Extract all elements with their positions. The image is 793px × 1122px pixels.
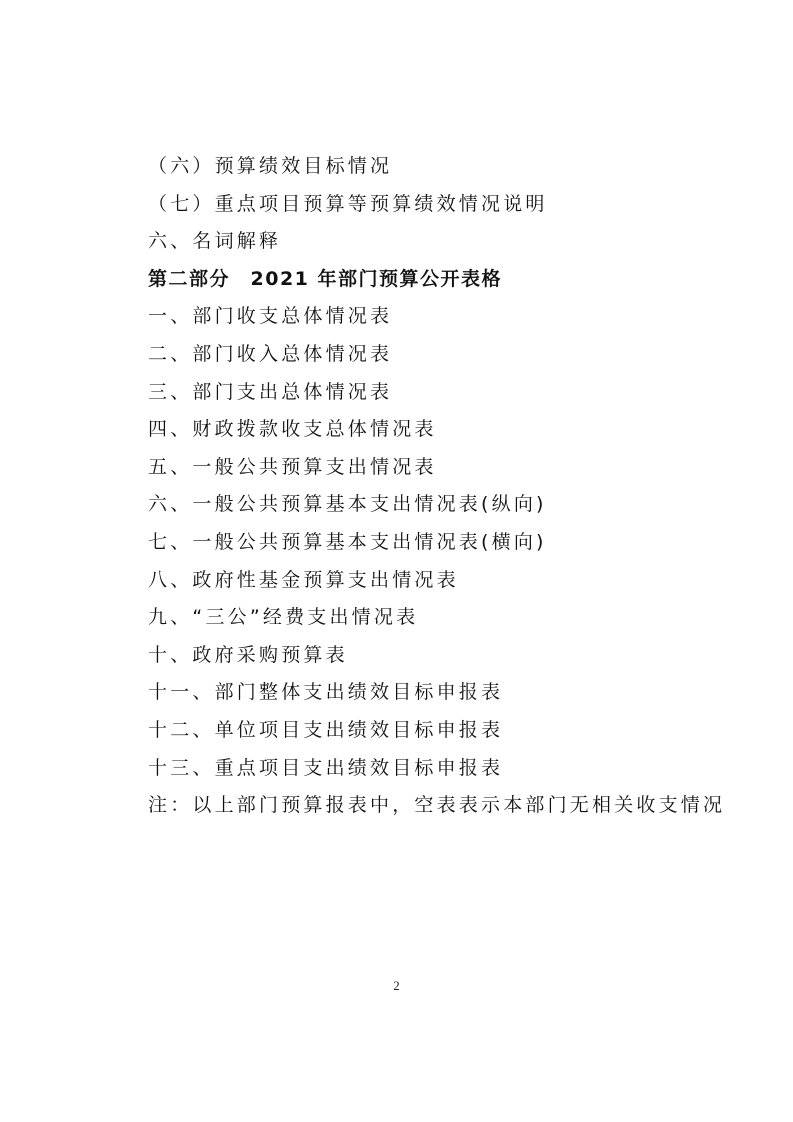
page-number: 2	[393, 978, 400, 993]
contents-item: （六）预算绩效目标情况	[148, 155, 393, 177]
contents-item: 注：以上部门预算报表中，空表表示本部门无相关收支情况	[148, 794, 726, 817]
contents-item: 九、“三公”经费支出情况表	[148, 606, 419, 629]
contents-item: 二、部门收入总体情况表	[148, 342, 393, 365]
contents-item: 十二、单位项目支出绩效目标申报表	[148, 718, 504, 741]
contents-list	[148, 148, 748, 825]
contents-item: 八、政府性基金预算支出情况表	[148, 568, 459, 591]
contents-item: 一、部门收支总体情况表	[148, 305, 393, 328]
contents-item: 六、名词解释	[148, 230, 282, 253]
contents-item: 十一、部门整体支出绩效目标申报表	[148, 681, 504, 704]
section-heading: 第二部分 2021 年部门预算公开表格	[148, 267, 502, 290]
contents-item: 四、财政拨款收支总体情况表	[148, 418, 437, 441]
contents-item: 五、一般公共预算支出情况表	[148, 455, 437, 478]
contents-item: （七）重点项目预算等预算绩效情况说明	[148, 192, 548, 215]
contents-item: 十、政府采购预算表	[148, 643, 348, 666]
contents-item: 七、一般公共预算基本支出情况表(横向)	[148, 530, 547, 553]
contents-item: 十三、重点项目支出绩效目标申报表	[148, 756, 504, 779]
contents-item: 三、部门支出总体情况表	[148, 380, 393, 403]
contents-item: 六、一般公共预算基本支出情况表(纵向)	[148, 493, 547, 516]
